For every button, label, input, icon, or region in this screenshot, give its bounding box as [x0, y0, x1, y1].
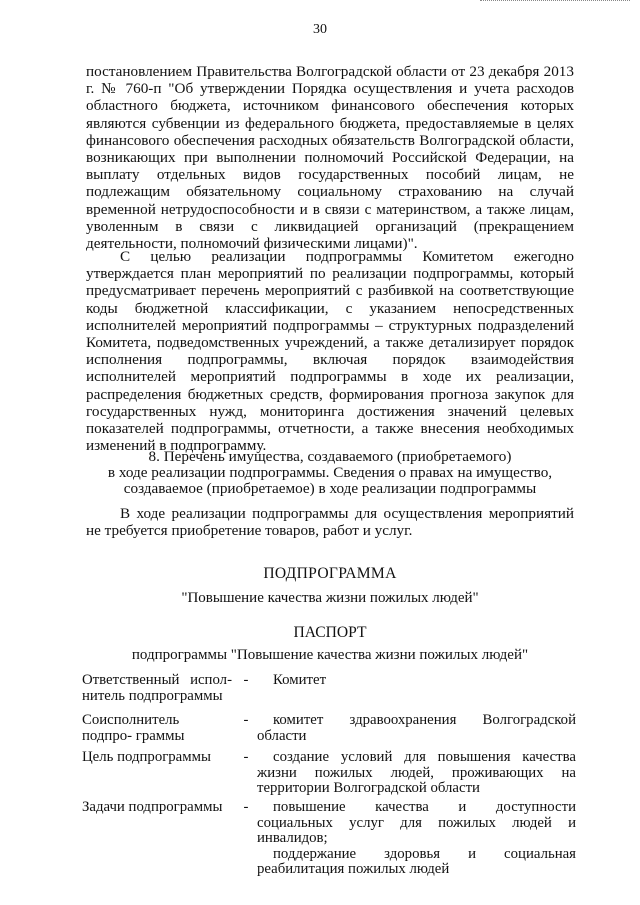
paragraph-resolution: постановлением Правительства Волгоградской области от 23 декабря 2013 г. № 760-п "Об утверждении Порядка осуществления и учета расходов областного бюджета, источником финансового обеспечения которых являются субвенции из федерального бюджета, предоставляемые в целях финансового обеспечения расходных обязательств Волгоградской области, возникающих при выполнении полномочий Российской Федерации, на выплату отдельных видов государственных пособий лицам, не подлежащим обязательному социальному страхованию на случай временной нетрудоспособности и в связи с материнством, а также лицам, уволенным в связи с ликвидацией организаций (прекращением деятельности, полномочий физическими лицами)". — [86, 63, 574, 253]
passport-row-label: Ответственный испол- нитель подпрограммы — [82, 672, 232, 704]
passport-row-dash: - — [243, 672, 249, 688]
passport-row-dash: - — [243, 799, 249, 815]
section-8-heading — [86, 449, 574, 498]
subprogram-name: "Повышение качества жизни пожилых людей" — [181, 590, 479, 606]
task-item: повышение качества и доступности социальных услуг для пожилых людей и инвалидов; — [257, 799, 576, 847]
paragraph-action-plan: С целью реализации подпрограммы Комитетом ежегодно утверждается план мероприятий по реализации подпрограммы, который предусматривает перечень мероприятий с разбивкой на соответствующие коды бюджетной классификации, с указанием непосредственных исполнителей мероприятий подпрограммы – структурных подразделений Комитета, подведомственных учреждений, а также детализирует порядок исполнения подпрограммы, включая порядок взаимодействия исполнителей мероприятий подпрограммы в ходе их реализации, распределения бюджетных средств, формирования прогноза закупок для государственных нужд, мониторинга достижения значений целевых показателей подпрограммы, отчетности, а также внесения необходимых изменений в подпрограмму. — [86, 248, 574, 455]
passport-row-label: Соисполнитель подпро- граммы — [82, 712, 185, 744]
section-8-line-1: 8. Перечень имущества, создаваемого (приобретаемого) — [148, 448, 512, 465]
passport-heading: ПАСПОРТ — [293, 624, 367, 641]
scan-edge-marks — [480, 0, 630, 9]
passport-row-value: комитет здравоохранения Волгоградской области — [257, 712, 576, 744]
passport-row-dash: - — [243, 749, 249, 765]
paragraph-no-procurement: В ходе реализации подпрограммы для осуществления мероприятий не требуется приобретение товаров, работ и услуг. — [86, 505, 574, 540]
passport-row-dash: - — [243, 712, 249, 728]
passport-row-label: Цель подпрограммы — [82, 749, 211, 765]
passport-row-value: Комитет — [273, 672, 327, 688]
subprogram-heading: ПОДПРОГРАММА — [263, 565, 397, 582]
section-8-line-2: в ходе реализации подпрограммы. Сведения о правах на имущество, — [107, 464, 553, 482]
passport-row-value: создание условий для повышения качества жизни пожилых людей, проживающих на территории Волгоградской области — [257, 749, 576, 797]
task-item: поддержание здоровья и социальная реабилитация пожилых людей — [257, 845, 576, 878]
section-8-line-3: создаваемое (приобретаемое) в ходе реализации подпрограммы — [123, 480, 537, 498]
page-number: 30 — [313, 22, 327, 37]
passport-row-label: Задачи подпрограммы — [82, 799, 223, 815]
passport-row-value — [257, 800, 576, 878]
passport-subheading: подпрограммы "Повышение качества жизни пожилых людей" — [131, 647, 529, 663]
